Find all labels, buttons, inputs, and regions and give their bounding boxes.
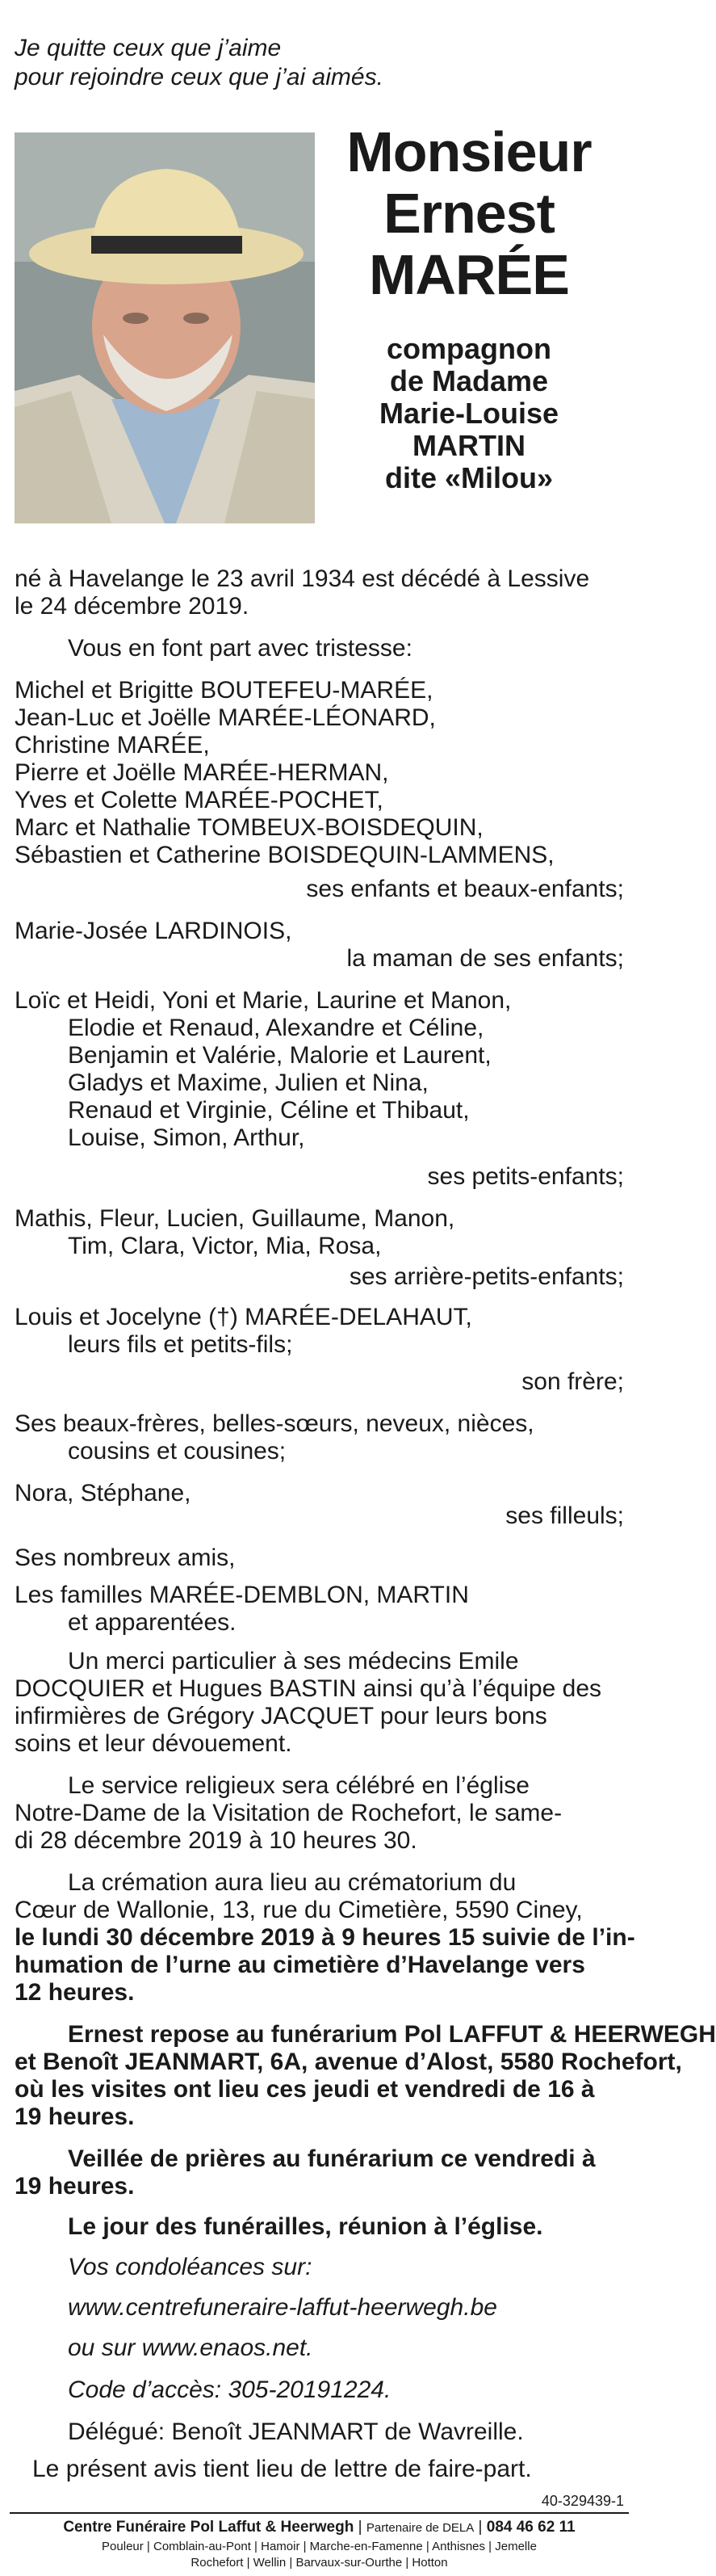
thanks-line-3: infirmières de Grégory JACQUET pour leurs bons: [15, 1703, 547, 1729]
vigil-line-2: 19 heures.: [15, 2173, 135, 2200]
thanks-line-4: soins et leur dévouement.: [15, 1730, 292, 1757]
vigil-line-1: Veillée de prières au funérarium ce vendredi à: [68, 2145, 596, 2172]
intro-text: Vous en font part avec tristesse:: [68, 635, 412, 662]
brother-line: Louis et Jocelyne (†) MARÉE-DELAHAUT,: [15, 1304, 472, 1330]
reference-number: 40-329439-1: [541, 2493, 624, 2509]
portrait-photo: [15, 132, 315, 523]
godchildren-name: Nora, Stéphane,: [15, 1480, 191, 1507]
great-grandchild-line: Mathis, Fleur, Lucien, Guillaume, Manon,: [15, 1205, 455, 1232]
funeral-home-line-4: 19 heures.: [15, 2103, 135, 2130]
child-line: Pierre et Joëlle MARÉE-HERMAN,: [15, 759, 389, 786]
mother-name: Marie-Josée LARDINOIS,: [15, 918, 292, 944]
service-line-2: Notre-Dame de la Visitation de Rochefort, le same-: [15, 1800, 563, 1826]
companion-line-5: dite «Milou»: [384, 461, 554, 494]
announcement-line-2: le 24 décembre 2019.: [15, 593, 249, 620]
footer-separator: |: [478, 2519, 487, 2536]
companion-block: [324, 333, 614, 494]
grandchild-line: Elodie et Renaud, Alexandre et Céline,: [68, 1015, 484, 1041]
companion-line-2: de Madame: [389, 364, 549, 397]
funeral-home-line-1: Ernest repose au funérarium Pol LAFFUT & HEERWEGH: [68, 2021, 716, 2048]
footer-company-line: [0, 2519, 639, 2536]
grandchildren-role: ses petits-enfants;: [427, 1163, 624, 1190]
deceased-name: [324, 121, 614, 305]
footer-partner: Partenaire de DELA: [366, 2521, 475, 2535]
funeral-home-line-2: et Benoît JEANMART, 6A, avenue d’Alost, 5580 Rochefort,: [15, 2049, 682, 2075]
cremation-line-3: le lundi 30 décembre 2019 à 9 heures 15 suivie de l’in-: [15, 1924, 635, 1951]
meeting-text: Le jour des funérailles, réunion à l’église.: [68, 2213, 543, 2240]
child-line: Christine MARÉE,: [15, 732, 210, 759]
portrait-illustration: [15, 132, 315, 523]
grandchild-line: Renaud et Virginie, Céline et Thibaut,: [68, 1097, 470, 1124]
epigraph-line-1: Je quitte ceux que j’aime: [15, 35, 282, 61]
condolences-line-1: Vos condoléances sur:: [68, 2254, 312, 2280]
child-line: Sébastien et Catherine BOISDEQUIN-LAMMENS,: [15, 842, 555, 868]
great-grandchildren-role: ses arrière-petits-enfants;: [349, 1263, 624, 1290]
footer-divider: [10, 2512, 629, 2514]
footer-locations-line-1: Pouleur | Comblain-au-Pont | Hamoir | Marche-en-Famenne | Anthisnes | Jemelle: [102, 2540, 537, 2553]
great-grandchild-line: Tim, Clara, Victor, Mia, Rosa,: [68, 1233, 382, 1259]
grandchild-line: Benjamin et Valérie, Malorie et Laurent,: [68, 1042, 492, 1069]
name-first: Ernest: [383, 182, 555, 245]
closing-text: Le présent avis tient lieu de lettre de faire-part.: [32, 2456, 532, 2482]
friends-text: Ses nombreux amis,: [15, 1544, 236, 1571]
thanks-line-2: DOCQUIER et Hugues BASTIN ainsi qu’à l’équipe des: [15, 1675, 602, 1702]
grandchild-line: Gladys et Maxime, Julien et Nina,: [68, 1069, 429, 1096]
companion-line-3: Marie-Louise: [379, 397, 559, 430]
child-line: Jean-Luc et Joëlle MARÉE-LÉONARD,: [15, 704, 436, 731]
announcement-line-1: né à Havelange le 23 avril 1934 est décédé à Lessive: [15, 565, 590, 592]
brother-role: son frère;: [521, 1368, 624, 1395]
cremation-line-2: Cœur de Wallonie, 13, rue du Cimetière, 5590 Ciney,: [15, 1897, 583, 1923]
cremation-line-4: humation de l’urne au cimetière d’Havelange vers: [15, 1952, 585, 1978]
name-last: MARÉE: [369, 243, 569, 306]
cremation-line-5: 12 heures.: [15, 1979, 135, 2006]
cremation-line-1: La crémation aura lieu au crématorium du: [68, 1869, 517, 1896]
child-line: Michel et Brigitte BOUTEFEU-MARÉE,: [15, 677, 433, 704]
delegate-text: Délégué: Benoît JEANMART de Wavreille.: [68, 2418, 524, 2445]
brother-line: leurs fils et petits-fils;: [68, 1331, 293, 1358]
service-line-1: Le service religieux sera célébré en l’église: [68, 1772, 530, 1799]
service-line-3: di 28 décembre 2019 à 10 heures 30.: [15, 1827, 417, 1854]
child-line: Yves et Colette MARÉE-POCHET,: [15, 787, 383, 813]
condolences-access-code: Code d’accès: 305-20191224.: [68, 2376, 391, 2403]
mother-role: la maman de ses enfants;: [346, 945, 624, 972]
companion-line-1: compagnon: [387, 332, 551, 365]
godchildren-role: ses filleuls;: [505, 1502, 624, 1529]
inlaws-line-2: cousins et cousines;: [68, 1438, 287, 1464]
grandchild-line: Loïc et Heidi, Yoni et Marie, Laurine et Manon,: [15, 987, 512, 1014]
families-line-2: et apparentées.: [68, 1609, 237, 1636]
name-title: Monsieur: [346, 120, 592, 183]
funeral-home-line-3: où les visites ont lieu ces jeudi et vendredi de 16 à: [15, 2076, 595, 2103]
child-line: Marc et Nathalie TOMBEUX-BOISDEQUIN,: [15, 814, 484, 841]
condolences-website[interactable]: www.centrefuneraire-laffut-heerwegh.be: [68, 2294, 497, 2321]
footer-locations-line-2: Rochefort | Wellin | Barvaux-sur-Ourthe | Hotton: [191, 2556, 448, 2570]
footer-phone: 084 46 62 11: [486, 2519, 576, 2536]
families-line-1: Les familles MARÉE-DEMBLON, MARTIN: [15, 1582, 469, 1608]
footer-company: Centre Funéraire Pol Laffut & Heerwegh: [63, 2519, 354, 2536]
epigraph-line-2: pour rejoindre ceux que j’ai aimés.: [15, 64, 383, 90]
thanks-line-1: Un merci particulier à ses médecins Emile: [68, 1648, 519, 1675]
grandchild-line: Louise, Simon, Arthur,: [68, 1124, 305, 1151]
inlaws-line-1: Ses beaux-frères, belles-sœurs, neveux, nièces,: [15, 1410, 534, 1437]
footer-separator: |: [358, 2519, 366, 2536]
companion-line-4: MARTIN: [412, 429, 525, 462]
condolences-line-3: ou sur www.enaos.net.: [68, 2334, 313, 2361]
children-role: ses enfants et beaux-enfants;: [306, 876, 624, 902]
